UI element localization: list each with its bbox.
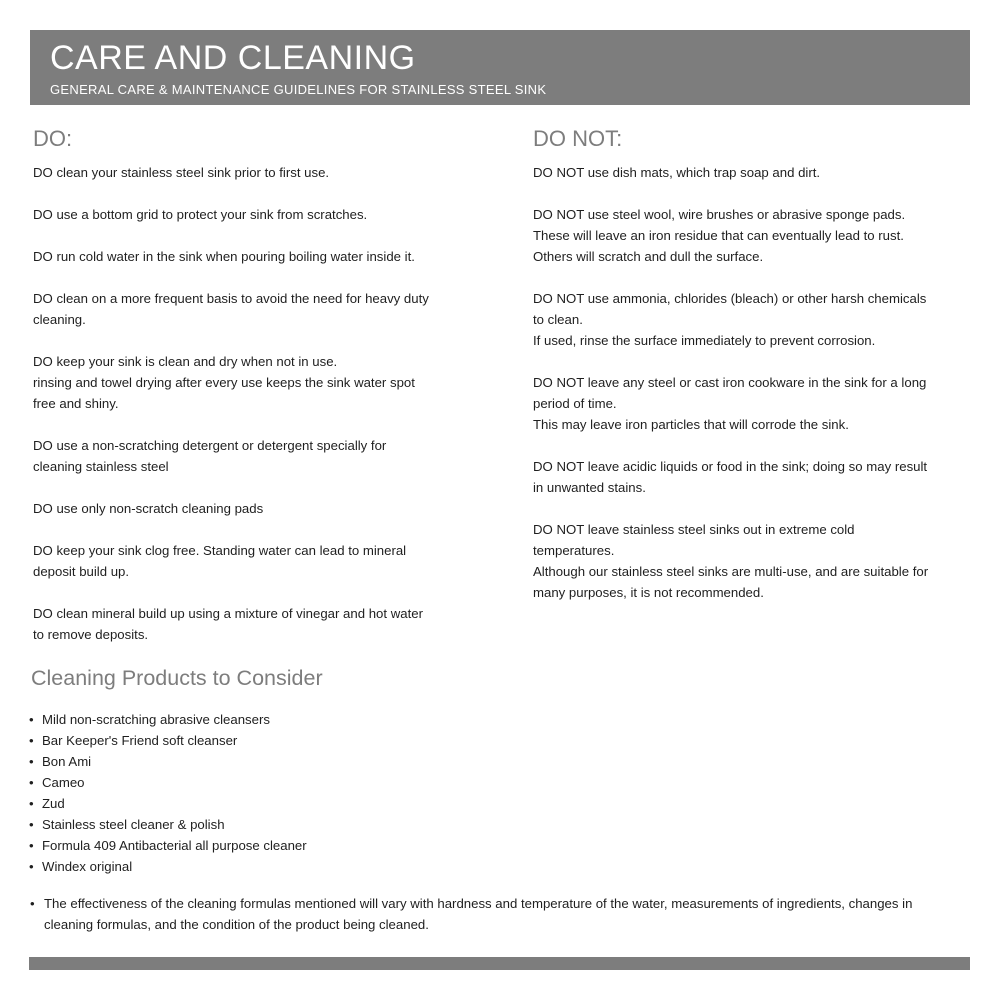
- do-item-line: DO keep your sink is clean and dry when not in use.: [33, 354, 338, 369]
- do-item: [33, 603, 463, 645]
- do-item-line: DO clean your stainless steel sink prior to first use.: [33, 165, 330, 180]
- do-item-line: DO use a bottom grid to protect your sink from scratches.: [33, 207, 368, 222]
- product-label: Formula 409 Antibacterial all purpose cleaner: [42, 838, 307, 853]
- do-not-item-line: DO NOT leave acidic liquids or food in the sink; doing so may result: [533, 459, 928, 474]
- product-item: [29, 709, 307, 730]
- do-item-line: DO run cold water in the sink when pouring boiling water inside it.: [33, 249, 415, 264]
- product-item: [29, 751, 307, 772]
- do-heading: DO:: [33, 126, 73, 151]
- do-not-item: [533, 519, 963, 603]
- do-item: [33, 351, 463, 414]
- do-not-item-line: DO NOT use ammonia, chlorides (bleach) or other harsh chemicals: [533, 291, 927, 306]
- do-list: [33, 162, 463, 645]
- header-bar: [30, 30, 970, 105]
- do-not-item-line: in unwanted stains.: [533, 480, 646, 495]
- do-not-item: [533, 372, 963, 435]
- bullet-icon: •: [29, 733, 34, 748]
- do-not-item: [533, 456, 963, 498]
- do-not-item: [533, 288, 963, 351]
- footer-bar: [29, 957, 970, 970]
- do-not-item: [533, 204, 963, 267]
- product-label: Mild non-scratching abrasive cleansers: [42, 712, 270, 727]
- do-item-line: cleaning stainless steel: [33, 459, 169, 474]
- product-item: [29, 856, 307, 877]
- do-item-line: deposit build up.: [33, 564, 130, 579]
- do-not-item-line: This may leave iron particles that will corrode the sink.: [533, 417, 849, 432]
- do-item-line: DO clean on a more frequent basis to avoid the need for heavy duty: [33, 291, 429, 306]
- do-not-item-line: temperatures.: [533, 543, 615, 558]
- do-column: [33, 124, 463, 666]
- do-item-line: DO use only non-scratch cleaning pads: [33, 501, 264, 516]
- do-not-item-line: many purposes, it is not recommended.: [533, 585, 764, 600]
- do-not-item-line: Others will scratch and dull the surface.: [533, 249, 764, 264]
- do-not-item-line: DO NOT use steel wool, wire brushes or abrasive sponge pads.: [533, 207, 906, 222]
- do-not-heading: DO NOT:: [533, 126, 623, 151]
- do-item-line: DO keep your sink clog free. Standing water can lead to mineral: [33, 543, 407, 558]
- bullet-icon: •: [29, 775, 34, 790]
- bullet-icon: •: [29, 817, 34, 832]
- product-label: Windex original: [42, 859, 133, 874]
- product-item: [29, 730, 307, 751]
- products-list: [29, 709, 307, 877]
- do-item: [33, 246, 463, 267]
- page-subtitle: GENERAL CARE & MAINTENANCE GUIDELINES FOR STAINLESS STEEL SINK: [50, 82, 547, 97]
- page-title: CARE AND CLEANING: [50, 39, 416, 77]
- do-not-item-line: If used, rinse the surface immediately to prevent corrosion.: [533, 333, 876, 348]
- do-not-item-line: These will leave an iron residue that can eventually lead to rust.: [533, 228, 904, 243]
- do-item: [33, 498, 463, 519]
- product-label: Bar Keeper's Friend soft cleanser: [42, 733, 238, 748]
- do-item: [33, 435, 463, 477]
- do-not-item-line: to clean.: [533, 312, 583, 327]
- bullet-icon: •: [29, 712, 34, 727]
- bullet-icon: •: [29, 838, 34, 853]
- do-item: [33, 204, 463, 225]
- bullet-icon: •: [29, 796, 34, 811]
- do-item: [33, 288, 463, 330]
- product-item: [29, 772, 307, 793]
- product-label: Stainless steel cleaner & polish: [42, 817, 225, 832]
- footnote-text: The effectiveness of the cleaning formulas mentioned will vary with hardness and temperature of the water, measurements of ingredients, changes in cleaning formulas, and the condition of the product being cleaned.: [44, 896, 913, 932]
- do-not-item-line: DO NOT leave stainless steel sinks out in extreme cold: [533, 522, 855, 537]
- product-label: Cameo: [42, 775, 85, 790]
- do-not-item-line: DO NOT leave any steel or cast iron cookware in the sink for a long: [533, 375, 927, 390]
- do-item-line: rinsing and towel drying after every use keeps the sink water spot: [33, 375, 415, 390]
- product-item: [29, 835, 307, 856]
- footnote: [30, 893, 960, 935]
- do-item: [33, 540, 463, 582]
- bullet-icon: •: [30, 896, 35, 911]
- do-item-line: cleaning.: [33, 312, 86, 327]
- bullet-icon: •: [29, 754, 34, 769]
- do-item-line: to remove deposits.: [33, 627, 149, 642]
- product-item: [29, 793, 307, 814]
- product-label: Zud: [42, 796, 65, 811]
- do-not-item-line: DO NOT use dish mats, which trap soap and dirt.: [533, 165, 821, 180]
- do-item-line: free and shiny.: [33, 396, 119, 411]
- do-not-item-line: Although our stainless steel sinks are multi-use, and are suitable for: [533, 564, 929, 579]
- product-label: Bon Ami: [42, 754, 92, 769]
- products-heading: Cleaning Products to Consider: [31, 666, 323, 690]
- product-item: [29, 814, 307, 835]
- bullet-icon: •: [29, 859, 34, 874]
- do-item-line: DO clean mineral build up using a mixture of vinegar and hot water: [33, 606, 423, 621]
- do-not-column: [533, 124, 963, 624]
- do-not-item-line: period of time.: [533, 396, 617, 411]
- do-not-list: [533, 162, 963, 603]
- do-not-item: [533, 162, 963, 183]
- do-item: [33, 162, 463, 183]
- do-item-line: DO use a non-scratching detergent or detergent specially for: [33, 438, 387, 453]
